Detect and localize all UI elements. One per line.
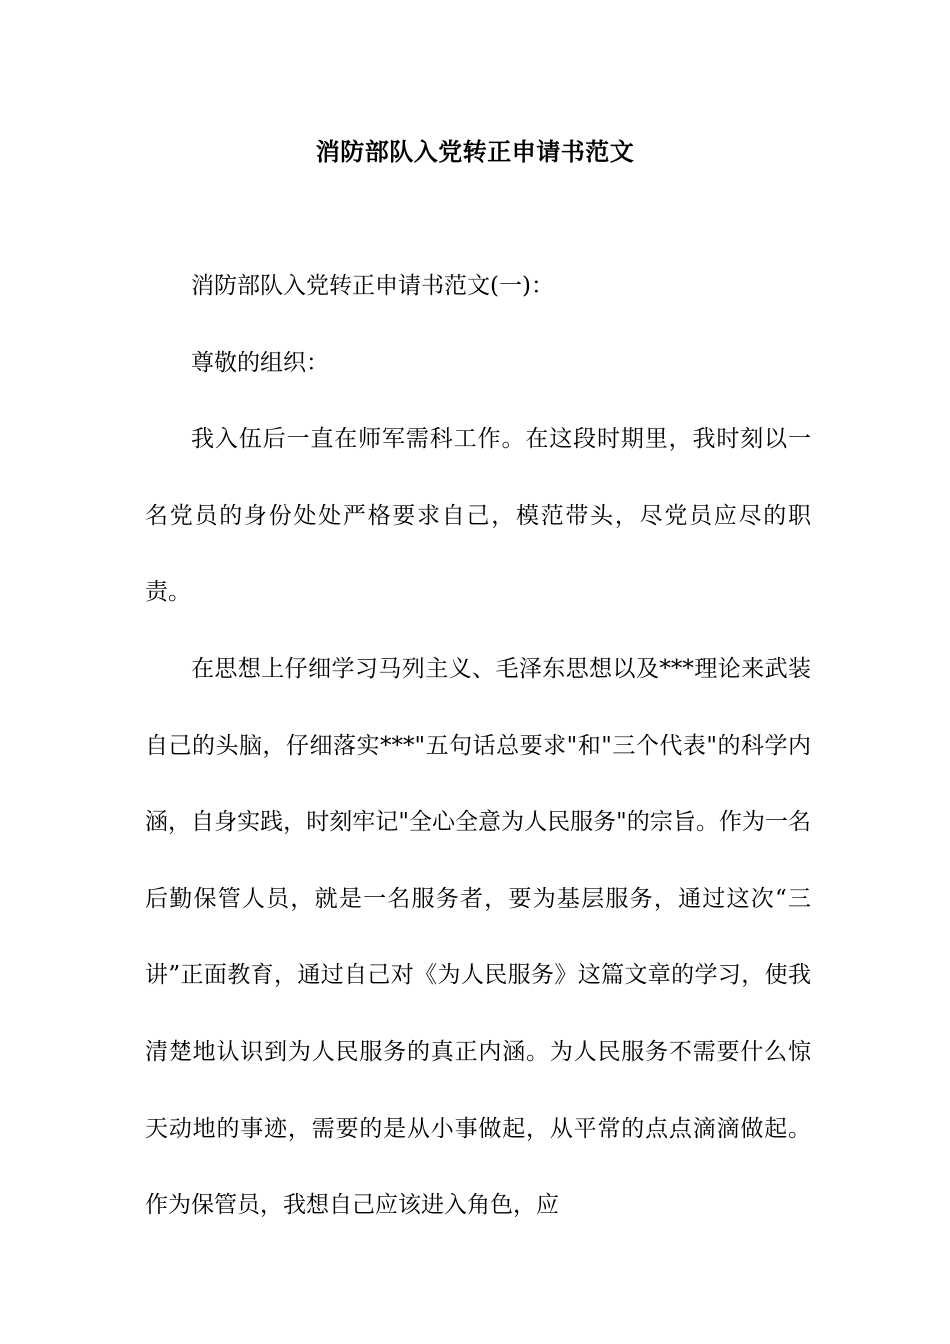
paragraph-body: 我入伍后一直在师军需科工作。在这段时期里，我时刻以一名党员的身份处处严格要求自己，模范带头，尽党员应尽的职责。 [145,426,811,606]
paragraph-heading: 消防部队入党转正申请书范文(一)： [191,273,554,299]
paragraph-salutation: 尊敬的组织： [191,349,329,376]
document-title: 消防部队入党转正申请书范文 [315,137,635,166]
document-body [145,248,811,1244]
paragraph-body: 在思想上仔细学习马列主义、毛泽东思想以及***理论来武装自己的头脑，仔细落实***"五句话总要求"和"三个代表"的科学内涵，自身实践，时刻牢记"全心全意为人民服务"的宗旨。作为一名后勤保管人员，就是一名服务者，要为基层服务，通过这次“三讲”正面教育，通过自己对《为人民服务》这篇文章的学习，使我清楚地认识到为人民服务的真正内涵。为人民服务不需要什么惊天动地的事迹，需要的是从小事做起，从平常的点点滴滴做起。作为保管员，我想自己应该进入角色，应 [145,655,811,1219]
